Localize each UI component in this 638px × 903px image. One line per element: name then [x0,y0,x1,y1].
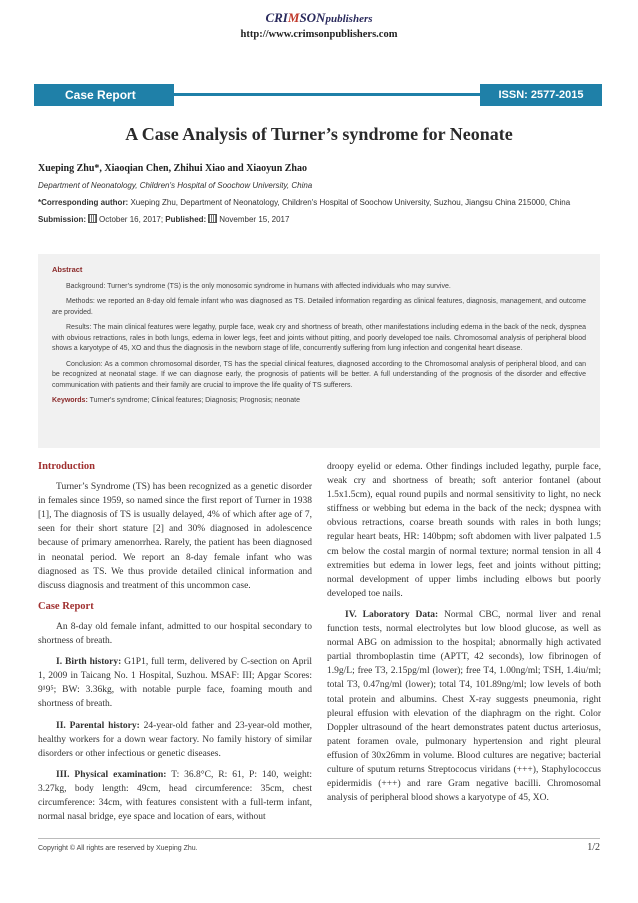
published-date: November 15, 2017 [219,215,290,224]
page-number: 1/2 [587,842,600,853]
abstract-conclusion: Conclusion: As a common chromosomal disorder, TS has the special clinical features, diagnosed according to the Chromosomal analysis of peripheral blood, and can be recognized at neonatal stage. If we can diagnose early, the prognosis of patients will be better. A full understanding of the prognosis of the disorder and effective communication with patients and their family are crucial to improve the life quality of TS sufferers. [52,360,586,389]
corr-label: *Corresponding author: [38,198,129,207]
lab-data-label: IV. Laboratory Data: [345,609,439,620]
parental-history-text: 24-year-old father and 23-year-old mother, healthy workers for a down wear factory. No family history of similar disorders or other infectious or genetic diseases. [38,720,312,759]
logo-text-a: CRI [265,10,288,25]
abstract-results: Results: The main clinical features were legathy, purple face, weak cry and shortness of breath, other manifestations including edema in the back of the neck, dyspnea with obvious retractions, rales in both lungs, edema in lower legs, feet and joints without pitting, and poorly developed toe nails. Chromosomal analysis of peripheral blood shows a karyotype of 45, XO and thus the diagnosis in the newborn stage of life, concurrently suffering from lung infection and congenital heart disease. [52,324,586,352]
keywords [52,396,586,407]
footer-rule [38,838,600,839]
logo-text-publishers: publishers [325,13,373,25]
copyright-notice: Copyright © All rights are reserved by Xueping Zhu. [38,845,198,852]
submission-date: October 16, 2017; [99,215,164,224]
body-column-right [327,460,601,812]
published-label: Published: [165,215,207,224]
birth-history-text: G1P1, full term, delivered by C-section on April 1, 2009 in Taicang No. 1 Hospital, Suzhou. MSAF: III; Apgar Scores: 9¹9⁵; BW: 3.36kg, with notable purple face, foaming mouth and shortness of breath. [38,657,313,710]
parental-history-label: II. Parental history: [56,720,140,731]
corr-text: Xueping Zhu, Department of Neonatology, Children's Hospital of Soochow University, Suzhou, Jiangsu China 215000, China [128,198,571,207]
abstract-background: Background: Turner’s syndrome (TS) is the only monosomic syndrome in humans with affected individuals who may survive. [66,282,451,290]
body-column-left [38,460,312,831]
logo-text-m: M [287,10,300,25]
calendar-icon [88,214,97,223]
lab-data-paragraph [327,608,601,805]
issn-badge: ISSN: 2577-2015 [480,84,602,106]
case-paragraph: An 8-day old female infant, admitted to our hospital secondary to shortness of breath. [38,621,312,647]
abstract-heading: Abstract [52,265,83,274]
lab-data-text: Normal CBC, normal liver and renal function tests, normal electrolytes but low blood glucose, as well as normal ABG on admission to the hospital; abnormally high activated partial thromboplastin time (APTT, 42 seconds), low fibrinogen of 1.9g/L; free T3, 2.15pg/ml (lower); free T4, 1.00ng/ml; TSH, 1.4iu/ml; total T3, 0.47ng/ml (lower); total T4, 101.89ng/ml; low levels of both total protein and albumins. Chest X-ray suggests pneumonia, right pleural effusion with elevation of the diaphragm on the right. Color Doppler ultrasound of the heart demonstrates patent ductus arteriosus, patent foramen ovale, pulmonary hypertension and right pleural effusion of 30x26mm in volume. Blood cultures are negative; bacterial culture of sputum returns Streptococus viridans (+++), Staphylococcus epidermidis (+++) and rare Gram negative bacilli. Chromosomal analysis of peripheral blood shows a karyotype of 45, XO. [327,609,601,804]
physical-exam-text: T: 36.8°C, R: 61, P: 140, weight: 3.27kg, body length: 49cm, head circumference: 35cm, chest circumference: 34cm, with features consistent with a full-term infant, normal nasal bridge, eye space and location of ears, without [38,769,312,823]
parental-history-paragraph [38,719,312,761]
intro-paragraph: Turner’s Syndrome (TS) has been recognized as a genetic disorder in females since 1959, so named since the first report of Turner in 1938 [1], The diagnosis of TS is usually delayed, 4% of which after age of 7, seen for their short stature [2] and 30% diagnosed in adolescence because of primary amenorrhea. Rarely, the patient has been diagnosed in neonatal period. We report an 8-day female infant who was diagnosed as TS. We thus provide detailed clinical information and discuss diagnosis and treatment of this uncommon case. [38,482,312,591]
birth-history-label: I. Birth history: [56,657,122,668]
publisher-url[interactable]: http://www.crimsonpublishers.com [240,29,398,40]
physical-exam-continued: droopy eyelid or edema. Other findings included legathy, purple face, weak cry and shortness of breath; soft anterior fontanel (about 1.5x1.5cm), equal round pupils and normal sensitivity to light, no neck stiffness or webbing but edema in the back of the neck; dyspnea with obvious retractions, coarse breath sounds with rales in both lungs; regular heart beats, HR: 140bpm; soft abdomen with liver palpated 1.5 cm below the costal margin of normal texture; normal tension in all 4 extremities but edema in lower legs, feet and joints without pitting; normal development of upper limbs including elbows but poorly developed toe nails. [327,462,601,599]
abstract-methods: Methods: we reported an 8-day old female infant who was diagnosed as TS. Detailed information regarding as clinical features, diagnosis, management, and outcome are provided. [52,298,586,316]
calendar-icon [208,214,217,223]
physical-exam-label: III. Physical examination: [56,769,167,780]
abstract-box [38,254,600,448]
section-heading-introduction: Introduction [38,461,95,472]
author-list: Xueping Zhu*, Xiaoqian Chen, Zhihui Xiao and Xiaoyun Zhao [38,163,307,174]
publisher-logo [0,10,638,26]
corresponding-author [38,198,570,207]
article-type-badge: Case Report [34,84,174,106]
logo-text-b: SON [299,10,326,25]
keywords-label: Keywords: [52,397,88,404]
header-band [34,84,602,106]
article-dates [38,214,289,224]
birth-history-paragraph [38,655,312,711]
physical-exam-paragraph [38,768,312,824]
affiliation: Department of Neonatology, Children's Hospital of Soochow University, China [38,181,313,190]
article-title: A Case Analysis of Turner’s syndrome for Neonate [125,124,513,144]
submission-label: Submission: [38,215,87,224]
keywords-text: Turner's syndrome; Clinical features; Diagnosis; Prognosis; neonate [89,397,301,404]
section-heading-case-report: Case Report [38,600,94,612]
